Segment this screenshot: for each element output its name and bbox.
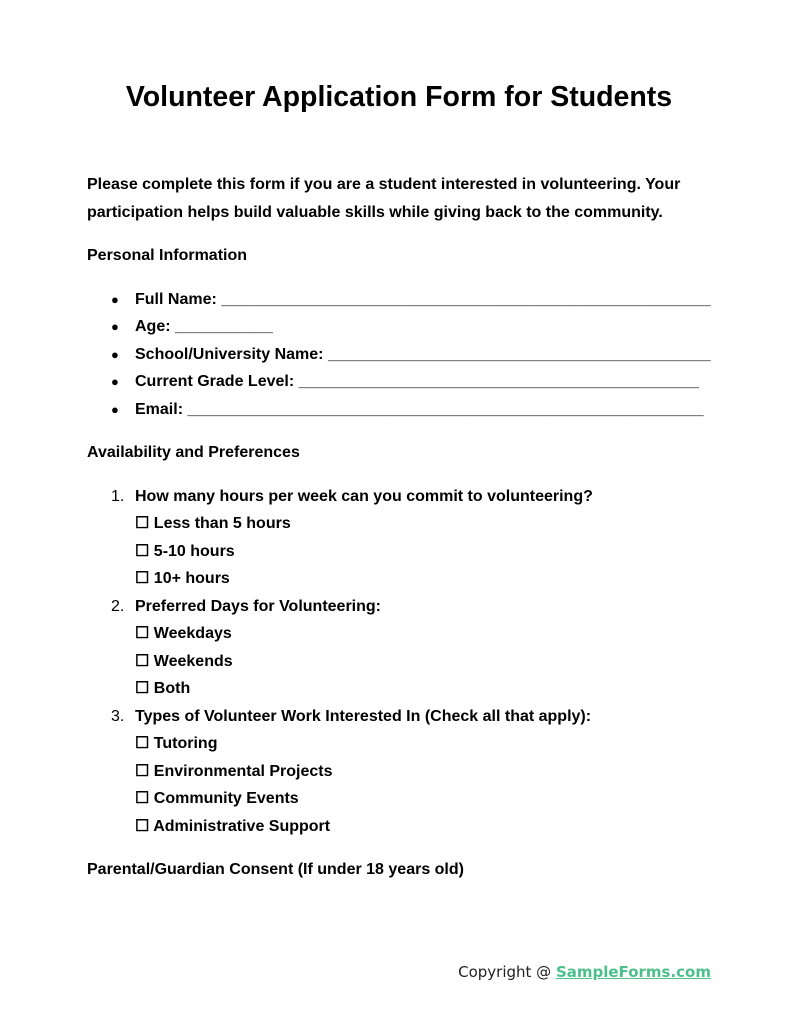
question-work-types <box>87 703 727 841</box>
consent-heading: Parental/Guardian Consent (If under 18 years old) <box>87 861 464 878</box>
checkbox-option[interactable]: ☐ 10+ hours <box>135 570 230 587</box>
checkbox-option[interactable]: ☐ Both <box>135 680 191 697</box>
field-full-name <box>87 286 727 314</box>
question-hours <box>87 483 727 593</box>
question-number: 3. <box>111 707 125 725</box>
checkbox-option[interactable]: ☐ Administrative Support <box>135 817 331 835</box>
availability-questions <box>87 483 727 841</box>
personal-info-heading: Personal Information <box>87 247 248 264</box>
question-text: How many hours per week can you commit to volunteering? <box>135 487 593 505</box>
fill-blank[interactable]: __________________________________________________________ <box>187 400 704 418</box>
sampleforms-link[interactable]: SampleForms.com <box>555 963 711 981</box>
availability-heading: Availability and Preferences <box>87 444 300 461</box>
checkbox-option[interactable]: ☐ Less than 5 hours <box>135 515 291 532</box>
bullet-icon: ● <box>111 291 119 307</box>
field-label: School/University Name: <box>135 345 324 363</box>
field-label: Age: <box>135 318 171 335</box>
bullet-icon: ● <box>111 374 119 389</box>
bullet-icon: ● <box>111 319 119 334</box>
field-label: Current Grade Level: <box>135 373 295 390</box>
form-body <box>87 171 727 900</box>
field-email <box>87 396 727 424</box>
checkbox-option[interactable]: ☐ Environmental Projects <box>135 762 333 780</box>
field-label: Email: <box>135 400 184 418</box>
checkbox-option[interactable]: ☐ Tutoring <box>135 735 218 752</box>
field-school <box>87 341 727 369</box>
checkbox-option[interactable]: ☐ 5-10 hours <box>135 542 235 560</box>
checkbox-option[interactable]: ☐ Weekdays <box>135 625 232 642</box>
fill-blank[interactable]: _____________________________________________ <box>298 373 700 390</box>
copyright-text: Copyright @ <box>458 963 556 981</box>
personal-info-list <box>87 286 727 424</box>
fill-blank[interactable]: ___________________________________________ <box>327 345 711 363</box>
footer-copyright <box>458 963 711 981</box>
question-days <box>87 593 727 703</box>
checkbox-option[interactable]: ☐ Community Events <box>135 790 299 807</box>
bullet-icon: ● <box>111 346 119 362</box>
field-grade <box>87 368 727 396</box>
bullet-icon: ● <box>111 401 119 417</box>
question-number: 1. <box>111 487 125 505</box>
field-age <box>87 313 727 341</box>
page-title: Volunteer Application Form for Students <box>125 81 673 113</box>
field-label: Full Name: <box>135 290 217 308</box>
checkbox-option[interactable]: ☐ Weekends <box>135 652 233 670</box>
fill-blank[interactable]: ___________ <box>175 318 273 335</box>
question-text: Types of Volunteer Work Interested In (Check all that apply): <box>135 707 592 725</box>
question-text: Preferred Days for Volunteering: <box>135 597 381 615</box>
question-number: 2. <box>111 597 125 615</box>
intro-text: Please complete this form if you are a student interested in volunteering. Your participation helps build valuable skills while giving back to the community. <box>87 176 681 221</box>
fill-blank[interactable]: _______________________________________________________ <box>221 290 711 308</box>
